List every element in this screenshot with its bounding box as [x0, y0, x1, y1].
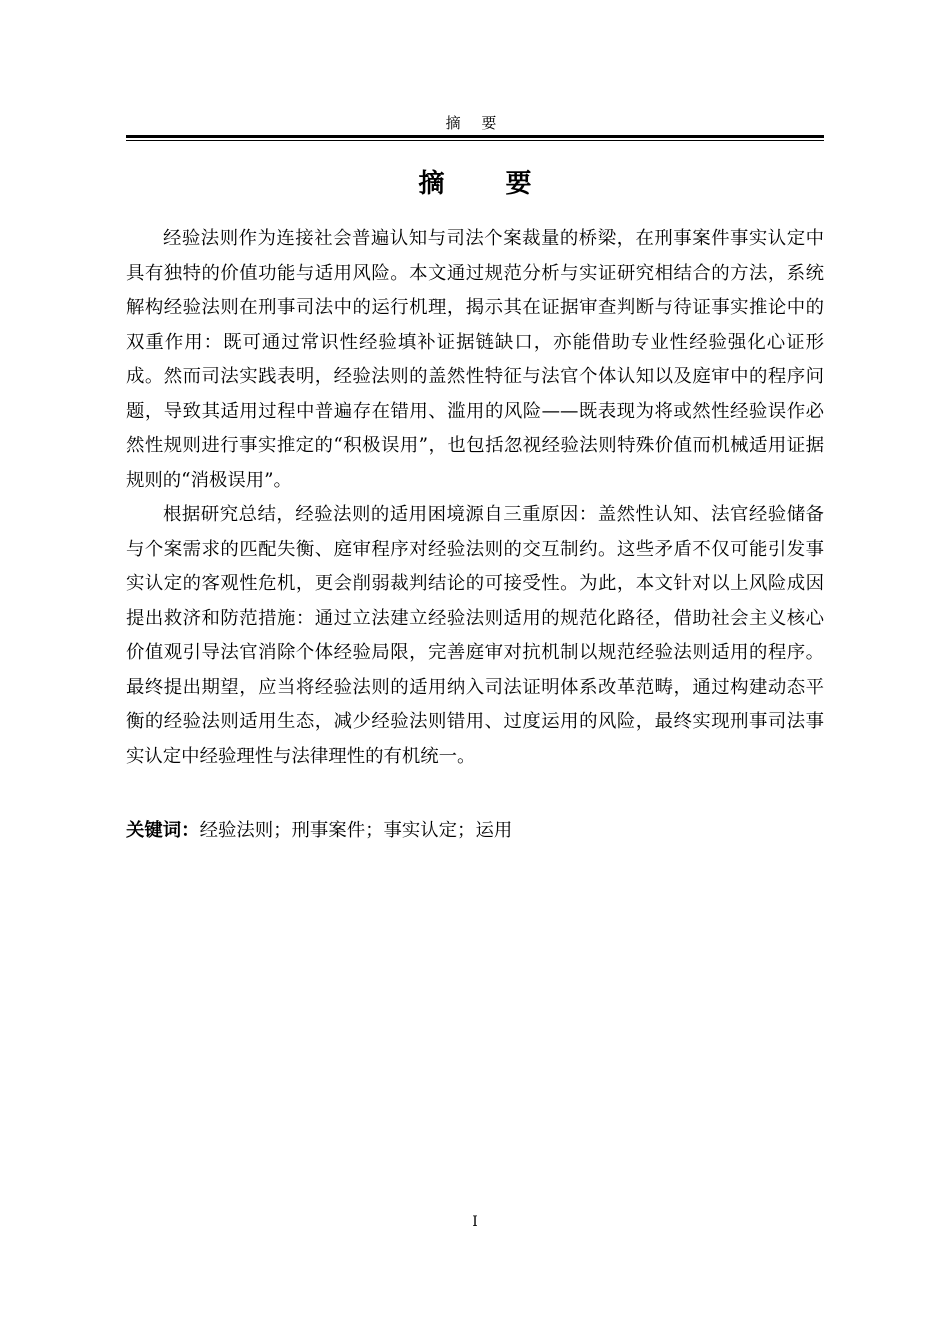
- page-number: I: [472, 1214, 478, 1230]
- keywords-label: 关键词：: [126, 820, 200, 841]
- keywords-line: [126, 814, 824, 849]
- abstract-paragraph-2: 根据研究总结，经验法则的适用困境源自三重原因：盖然性认知、法官经验储备与个案需求的匹配失衡、庭审程序对经验法则的交互制约。这些矛盾不仅可能引发事实认定的客观性危机，更会削弱裁判结论的可接受性。为此，本文针对以上风险成因提出救济和防范措施：通过立法建立经验法则适用的规范化路径，借助社会主义核心价值观引导法官消除个体经验局限，完善庭审对抗机制以规范经验法则适用的程序。最终提出期望，应当将经验法则的适用纳入司法证明体系改革范畴，通过构建动态平衡的经验法则适用生态，减少经验法则错用、过度运用的风险，最终实现刑事司法事实认定中经验理性与法律理性的有机统一。: [126, 504, 824, 767]
- header-rule-thin: [126, 140, 824, 141]
- abstract-paragraph-1: 经验法则作为连接社会普遍认知与司法个案裁量的桥梁，在刑事案件事实认定中具有独特的价值功能与适用风险。本文通过规范分析与实证研究相结合的方法，系统解构经验法则在刑事司法中的运行机理，揭示其在证据审查判断与待证事实推论中的双重作用：既可通过常识性经验填补证据链缺口，亦能借助专业性经验强化心证形成。然而司法实践表明，经验法则的盖然性特征与法官个体认知以及庭审中的程序问题，导致其适用过程中普遍存在错用、滥用的风险——既表现为将或然性经验误作必然性规则进行事实推定的“积极误用”，也包括忽视经验法则特殊价值而机械适用证据规则的“消极误用”。: [126, 228, 824, 491]
- running-header: 摘 要: [445, 114, 505, 132]
- page-title: 摘 要: [418, 169, 558, 199]
- header-rule-thick: [126, 135, 824, 138]
- abstract-body: [126, 222, 824, 774]
- keywords-value: 经验法则；刑事案件；事实认定；运用: [199, 820, 513, 841]
